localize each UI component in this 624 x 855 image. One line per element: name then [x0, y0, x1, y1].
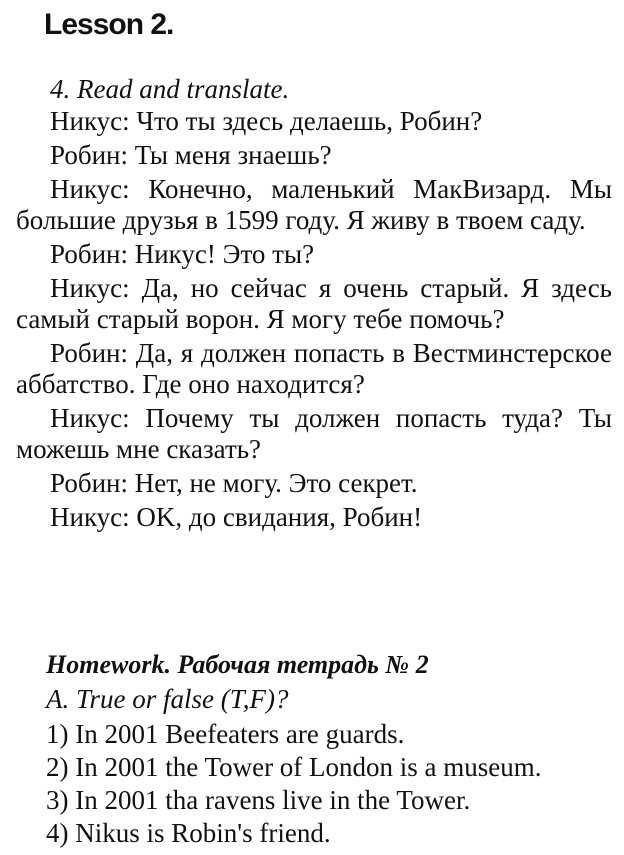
list-item: 2) In 2001 the Tower of London is a museum. [46, 752, 542, 782]
dialogue-line: Робин: Нет, не могу. Это секрет. [50, 468, 418, 498]
dialogue-line: Робин: Ты меня знаешь? [50, 140, 332, 170]
dialogue-line: Никус: Что ты здесь делаешь, Робин? [50, 106, 483, 136]
homework-title: Homework. Рабочая тетрадь № 2 [46, 650, 429, 679]
dialogue-line: Никус: Почему ты должен попасть туда? Ты можешь мне сказать? [16, 403, 612, 464]
task-instruction: 4. Read and translate. [50, 74, 290, 104]
lesson-title: Lesson 2. [44, 8, 174, 41]
dialogue-line: Никус: Да, но сейчас я очень старый. Я здесь самый старый ворон. Я могу тебе помочь? [16, 273, 612, 334]
dialogue-line: Робин: Никус! Это ты? [50, 239, 315, 269]
true-false-list [46, 718, 542, 850]
dialogue-line: Никус: OK, до свидания, Робин! [50, 502, 423, 532]
list-item: 1) In 2001 Beefeaters are guards. [46, 719, 405, 749]
list-item: 3) In 2001 tha ravens live in the Tower. [46, 785, 471, 815]
dialogue-line: Робин: Да, я должен попасть в Вестминстерское аббатство. Где оно находится? [16, 338, 612, 399]
list-item: 4) Nikus is Robin's friend. [46, 818, 331, 848]
homework-subtitle: A. True or false (T,F)? [46, 684, 289, 714]
dialogue-line: Никус: Конечно, маленький МакВизард. Мы большие друзья в 1599 году. Я живу в твоем саду. [16, 174, 612, 235]
dialogue [16, 106, 612, 533]
